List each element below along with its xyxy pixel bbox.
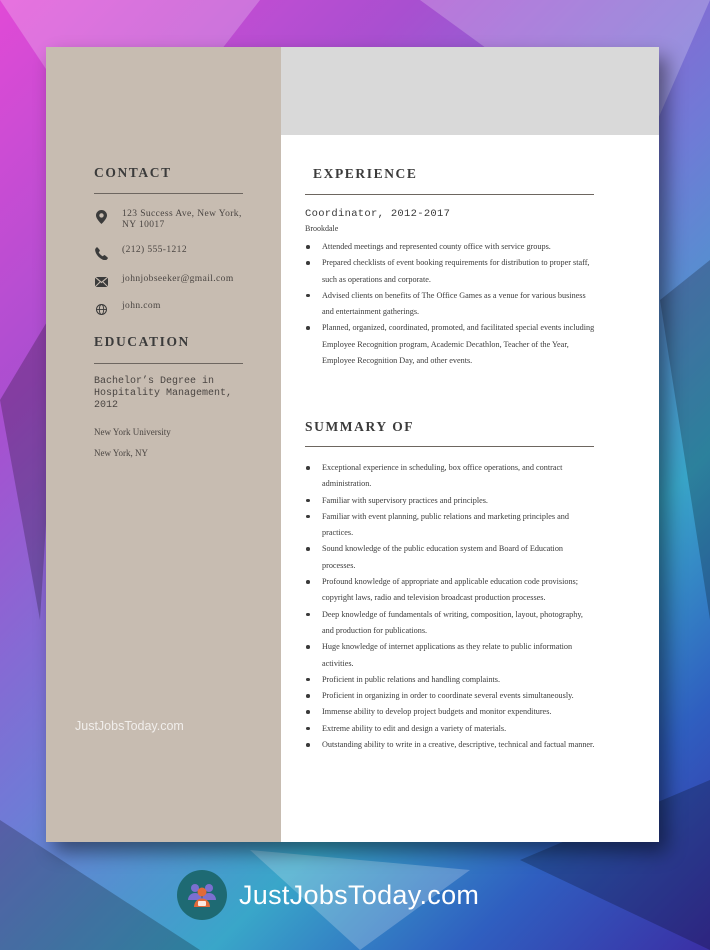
summary-divider bbox=[305, 446, 594, 447]
experience-divider bbox=[305, 194, 594, 195]
contact-phone: (212) 555-1212 bbox=[122, 245, 187, 255]
footer-brand[interactable] bbox=[177, 870, 479, 920]
contact-heading: CONTACT bbox=[94, 165, 172, 180]
globe-icon bbox=[94, 302, 108, 316]
resume-header-band bbox=[281, 47, 659, 135]
resume-page bbox=[46, 47, 659, 842]
education-school: New York University bbox=[94, 427, 171, 437]
list-item: Outstanding ability to write in a creative, descriptive, technical and factual manner. bbox=[305, 737, 595, 753]
watermark: JustJobsToday.com bbox=[75, 719, 184, 733]
list-item: Advised clients on benefits of The Office Games as a venue for various business and entertainment gatherings. bbox=[305, 288, 595, 321]
footer-brand-text[interactable]: JustJobsToday.com bbox=[239, 879, 480, 910]
phone-icon bbox=[94, 246, 108, 260]
contact-website-row bbox=[94, 301, 252, 316]
contact-email-row bbox=[94, 274, 252, 289]
contact-divider bbox=[94, 193, 243, 194]
list-item: Familiar with event planning, public relations and marketing principles and practices. bbox=[305, 509, 595, 542]
list-item: Deep knowledge of fundamentals of writing, composition, layout, photography, and production for publications. bbox=[305, 607, 595, 640]
list-item: Attended meetings and represented county office with service groups. bbox=[305, 239, 595, 255]
job-title: Coordinator, 2012-2017 bbox=[305, 208, 451, 220]
education-degree: Bachelor’s Degree in Hospitality Management, 2012 bbox=[94, 376, 233, 411]
list-item: Extreme ability to edit and design a variety of materials. bbox=[305, 721, 595, 737]
resume-sidebar bbox=[46, 47, 281, 842]
list-item: Prepared checklists of event booking requirements for distribution to proper staff, such as operations and corporate. bbox=[305, 255, 595, 288]
education-location: New York, NY bbox=[94, 448, 149, 458]
list-item: Proficient in organizing in order to coordinate several events simultaneously. bbox=[305, 688, 595, 704]
list-item: Huge knowledge of internet applications as they relate to public information activities. bbox=[305, 639, 595, 672]
company-name: Brookdale bbox=[305, 224, 339, 233]
contact-address: 123 Success Ave, New York, NY 10017 bbox=[122, 209, 242, 230]
education-heading: EDUCATION bbox=[94, 334, 190, 349]
list-item: Exceptional experience in scheduling, box office operations, and contract administration. bbox=[305, 460, 595, 493]
summary-heading: SUMMARY OF bbox=[305, 419, 415, 434]
list-item: Sound knowledge of the public education system and Board of Education processes. bbox=[305, 541, 595, 574]
people-group-logo-icon bbox=[177, 870, 227, 920]
contact-website[interactable]: john.com bbox=[122, 301, 161, 311]
envelope-icon bbox=[94, 275, 108, 289]
list-item: Planned, organized, coordinated, promoted, and facilitated special events including Employee Recognition program, Academic Decathlon, Teacher of the Year, Employee Recognition Day, and other events. bbox=[305, 320, 595, 369]
contact-address-row bbox=[94, 209, 252, 231]
education-divider bbox=[94, 363, 243, 364]
list-item: Immense ability to develop project budgets and monitor expenditures. bbox=[305, 704, 595, 720]
list-item: Proficient in public relations and handling complaints. bbox=[305, 672, 595, 688]
contact-phone-row bbox=[94, 245, 252, 260]
contact-email[interactable]: johnjobseeker@gmail.com bbox=[122, 274, 234, 284]
list-item: Familiar with supervisory practices and principles. bbox=[305, 493, 595, 509]
experience-bullets bbox=[305, 239, 595, 369]
location-pin-icon bbox=[94, 210, 108, 224]
summary-bullets bbox=[305, 460, 595, 753]
list-item: Profound knowledge of appropriate and applicable education code provisions; copyright laws, radio and television broadcast production processes. bbox=[305, 574, 595, 607]
experience-heading: EXPERIENCE bbox=[313, 166, 418, 181]
